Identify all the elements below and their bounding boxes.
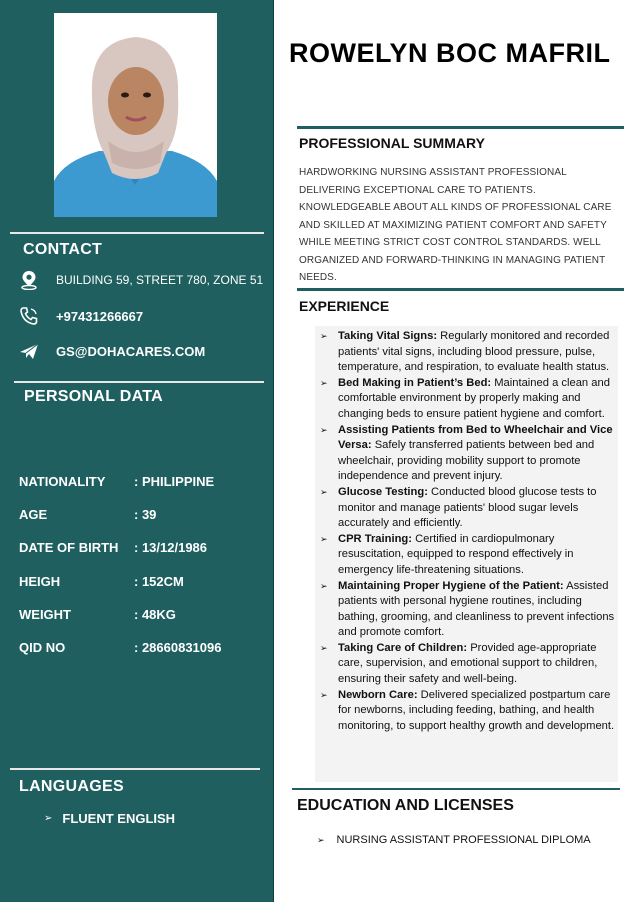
personal-label: NATIONALITY bbox=[19, 474, 106, 489]
experience-item bbox=[318, 641, 618, 688]
experience-item-text: Delivered specialized postpartum care for newborns, including feeding, bathing, and health monitoring, to support healthy growth and development. bbox=[338, 688, 615, 732]
profile-photo bbox=[54, 13, 217, 217]
summary-title: PROFESSIONAL SUMMARY bbox=[299, 135, 485, 151]
personal-divider bbox=[14, 381, 264, 383]
bullet-arrow-icon: ➢ bbox=[317, 834, 325, 845]
personal-row-height bbox=[19, 574, 184, 589]
experience-item-title: Newborn Care: bbox=[338, 688, 418, 701]
experience-item-text: Safely transferred patients between bed and wheelchair, providing mobility support to promote independence and prevent injury. bbox=[338, 439, 595, 483]
personal-label: AGE bbox=[19, 507, 48, 522]
education-title: EDUCATION AND LICENSES bbox=[297, 797, 514, 814]
candidate-name: ROWELYN BOC MAFRIL bbox=[289, 38, 611, 68]
experience-item bbox=[318, 532, 618, 579]
experience-item-text: Maintained a clean and comfortable environment by properly making and changing beds to ensure patient hygiene and comfort. bbox=[338, 376, 610, 420]
personal-row-age bbox=[19, 507, 156, 522]
personal-label: QID NO bbox=[19, 640, 66, 655]
personal-label: WEIGHT bbox=[19, 607, 71, 622]
sidebar bbox=[0, 0, 274, 902]
education-item bbox=[317, 834, 591, 846]
bullet-arrow-icon: ➢ bbox=[320, 331, 328, 341]
experience-item-title: Taking Vital Signs: bbox=[338, 330, 438, 342]
language-item bbox=[44, 811, 175, 826]
experience-list bbox=[318, 329, 618, 734]
contact-email bbox=[18, 340, 205, 362]
personal-row-nationality bbox=[19, 474, 214, 489]
experience-item-title: Taking Care of Children: bbox=[338, 641, 468, 654]
bullet-arrow-icon: ➢ bbox=[320, 580, 328, 591]
experience-item bbox=[318, 376, 618, 423]
experience-item-title: Glucose Testing: bbox=[338, 485, 428, 498]
experience-title: EXPERIENCE bbox=[299, 298, 390, 314]
experience-divider bbox=[297, 288, 624, 291]
bullet-arrow-icon: ➢ bbox=[320, 533, 328, 544]
experience-item bbox=[318, 579, 618, 641]
personal-row-weight bbox=[19, 607, 176, 622]
experience-item-text: Provided age-appropriate care, supervision, and emotional support to children, ensuring their safety and well-being. bbox=[338, 641, 598, 686]
contact-title: CONTACT bbox=[23, 241, 103, 258]
personal-value: : 48KG bbox=[134, 607, 176, 622]
experience-item-text: Regularly monitored and recorded patients' vital signs, including blood pressure, pulse, temperature, and respiration, to evaluate health status. bbox=[338, 330, 610, 374]
personal-label: HEIGH bbox=[19, 574, 61, 589]
location-pin-icon bbox=[18, 269, 40, 291]
bullet-arrow-icon: ➢ bbox=[320, 377, 328, 388]
experience-item bbox=[318, 688, 618, 735]
personal-value: : 28660831096 bbox=[134, 640, 222, 655]
experience-item-title: Maintaining Proper Hygiene of the Patient: bbox=[338, 579, 564, 592]
phone-icon bbox=[18, 305, 40, 327]
personal-value: : 152CM bbox=[134, 574, 184, 589]
bullet-arrow-icon: ➢ bbox=[320, 642, 328, 653]
experience-item bbox=[318, 423, 618, 485]
personal-value: : 39 bbox=[134, 507, 157, 522]
contact-address bbox=[18, 269, 263, 291]
personal-value: : 13/12/1986 bbox=[134, 540, 208, 555]
experience-item bbox=[318, 485, 618, 532]
experience-item-title: Assisting Patients from Bed to Wheelchair and Vice Versa: bbox=[338, 423, 613, 452]
personal-value: : PHILIPPINE bbox=[134, 474, 215, 489]
bullet-arrow-icon: ➢ bbox=[44, 813, 53, 824]
personal-row-qid bbox=[19, 640, 221, 655]
send-icon bbox=[18, 340, 40, 362]
education-text: NURSING ASSISTANT PROFESSIONAL DIPLOMA bbox=[336, 834, 591, 846]
language-text: FLUENT ENGLISH bbox=[62, 811, 176, 826]
education-divider bbox=[292, 788, 620, 790]
phone-text[interactable]: +97431266667 bbox=[56, 308, 144, 324]
experience-item-text: Conducted blood glucose tests to monitor and manage patients' blood sugar levels accurately and efficiently. bbox=[338, 485, 597, 530]
address-text: BUILDING 59, STREET 780, ZONE 51 bbox=[56, 273, 264, 287]
email-link[interactable]: GS@DOHACARES.COM bbox=[56, 343, 206, 359]
personal-row-dob bbox=[19, 540, 207, 555]
bullet-arrow-icon: ➢ bbox=[320, 689, 328, 700]
languages-title: LANGUAGES bbox=[19, 778, 124, 795]
experience-item-title: Bed Making in Patient’s Bed: bbox=[338, 376, 492, 389]
personal-label: DATE OF BIRTH bbox=[19, 540, 119, 555]
experience-item-text: Certified in cardiopulmonary resuscitation, equipped to respond effectively in emergency life-threatening situations. bbox=[338, 532, 574, 576]
summary-divider bbox=[297, 126, 624, 129]
personal-data-title: PERSONAL DATA bbox=[24, 388, 164, 405]
experience-item bbox=[318, 329, 618, 376]
contact-divider bbox=[10, 232, 264, 234]
bullet-arrow-icon: ➢ bbox=[320, 486, 328, 497]
experience-item-text: Assisted patients with personal hygiene routines, including bathing, grooming, and cleanliness to prevent infections and promote comfort. bbox=[338, 579, 615, 639]
languages-divider bbox=[10, 768, 260, 770]
profile-photo-image bbox=[54, 13, 217, 217]
experience-item-title: CPR Training: bbox=[338, 532, 412, 545]
summary-text: HARDWORKING NURSING ASSISTANT PROFESSIONAL DELIVERING EXCEPTIONAL CARE TO PATIENTS. KNOWLEDGEABLE ABOUT ALL KINDS OF PROFESSIONAL CARE AND SKILLED AT MAXIMIZING PATIENT COMFORT AND SAFETY WHILE MEETING STRICT COST CONTROL STANDARDS. WELL ORGANIZED AND FORWARD-THINKING IN MANAGING PATIENT NEEDS. bbox=[299, 167, 612, 283]
contact-phone bbox=[18, 305, 143, 327]
bullet-arrow-icon: ➢ bbox=[320, 424, 328, 435]
